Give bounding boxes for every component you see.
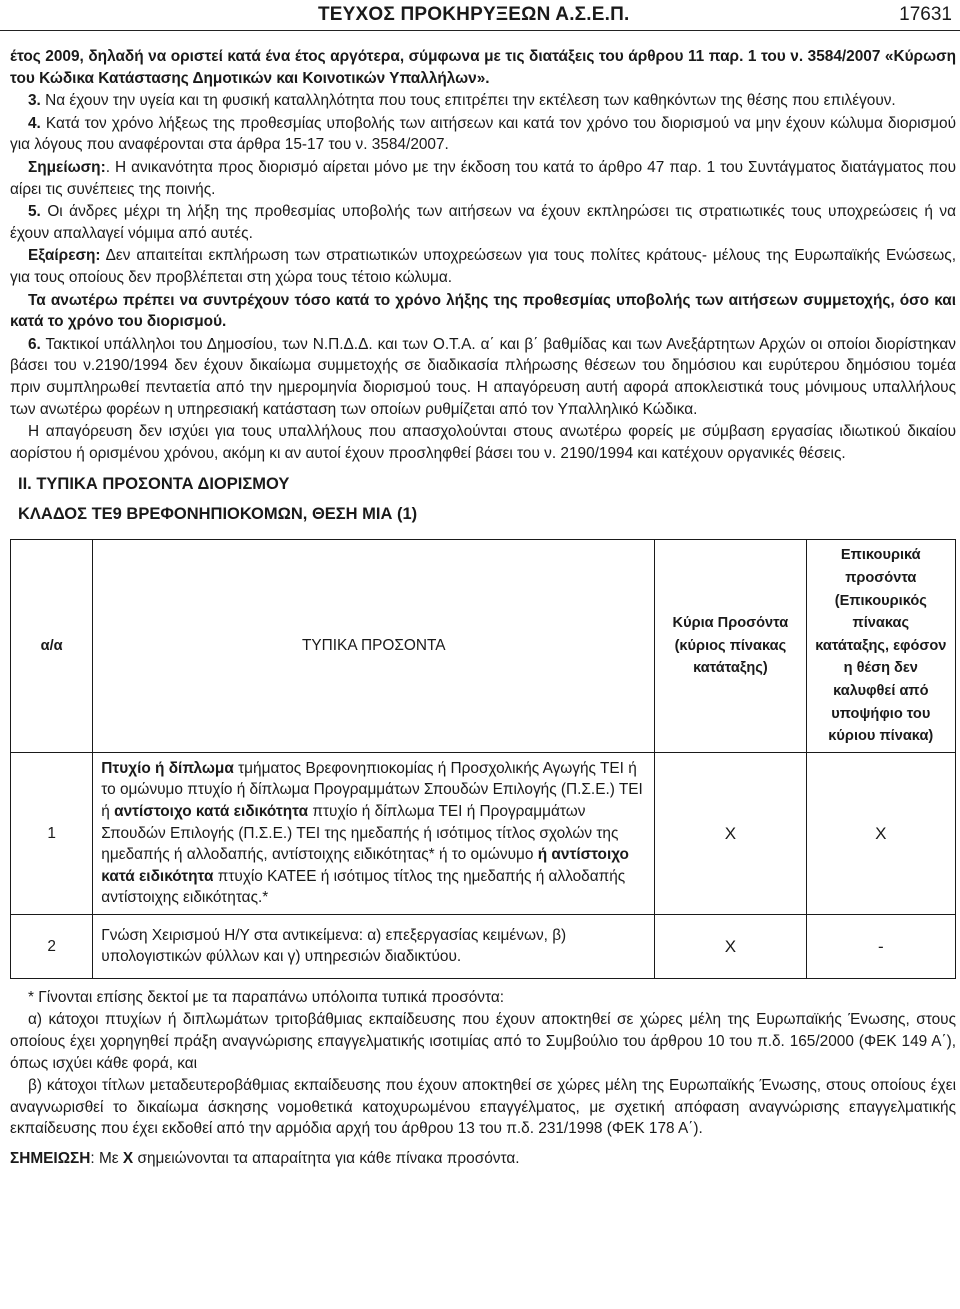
paragraph-3: 3. Να έχουν την υγεία και τη φυσική καταλληλότητα που τους επιτρέπει την εκτέλεση των καθηκόντων της θέσης που επιλέγουν. bbox=[28, 92, 896, 110]
paragraph-continuation: έτος 2009, δηλαδή να οριστεί κατά ένα έτος αργότερα, σύμφωνα με τις διατάξεις του άρθρου 11 παρ. 1 του ν. 3584/2007 «Κύρωση του Κώδικα Κατάστασης Δημοτικών και Κοινοτικών Υπαλλήλων». bbox=[10, 48, 956, 87]
row1-epikourika-mark: Χ bbox=[806, 752, 955, 914]
issue-title: ΤΕΥΧΟΣ ΠΡΟΚΗΡΥΞΕΩΝ Α.Σ.Ε.Π. bbox=[318, 4, 630, 25]
requirement-paragraph: Τα ανωτέρω πρέπει να συντρέχουν τόσο κατά το χρόνο λήξης της προθεσμίας υποβολής των αιτήσεων συμμετοχής, όσο και κατά το χρόνο του διορισμού. bbox=[10, 291, 956, 331]
header-main: ΤΥΠΙΚΑ ΠΡΟΣΟΝΤΑ bbox=[93, 540, 655, 752]
row2-aa: 2 bbox=[11, 914, 93, 978]
footnote-b: β) κάτοχοι τίτλων μεταδευτεροβάθμιας εκπαίδευσης που έχουν αποκτηθεί σε χώρες μέλη της Ευρωπαϊκής Ένωσης, στους οποίους έχει αναγνωρισθεί το δικαίωμα άσκησης νομοθετικά κατοχυρωμένου επαγγέλματος, με σχετική απόφαση αναγνώρισης επαγγελματικής εκπαίδευσης που έχει εκδοθεί από την αρμόδια αρχή του άρθρου 13 του π.δ. 231/1998 (ΦΕΚ 178 Α΄). bbox=[10, 1077, 956, 1138]
table-row bbox=[11, 914, 956, 978]
paragraph-7: Η απαγόρευση δεν ισχύει για τους υπαλλήλους που απασχολούνται στους ανωτέρω φορείς με σύμβαση εργασίας ιδιωτικού δικαίου αορίστου ή ορισμένου χρόνου, ακόμη κι αν αυτοί έχουν προσληφθεί βάσει του ν. 2190/1994 και κατέχουν οργανικές θέσεις. bbox=[10, 423, 956, 462]
table-row bbox=[11, 752, 956, 914]
footnote-a: α) κάτοχοι πτυχίων ή διπλωμάτων τριτοβάθμιας εκπαίδευσης που έχουν αποκτηθεί σε χώρες μέλη της Ευρωπαϊκής Ένωσης, στους οποίους έχει χορηγηθεί πράξη αναγνώρισης επαγγελματικής ισοτιμίας από το Συμβούλιο του άρθρου 10 του π.δ. 165/2000 (ΦΕΚ 149 Α΄), όπως ισχύει κάθε φορά, και bbox=[10, 1011, 956, 1072]
row1-kyria-mark: Χ bbox=[655, 752, 806, 914]
page-header bbox=[0, 0, 960, 34]
paragraph-4: 4. Κατά τον χρόνο λήξεως της προθεσμίας υποβολής των αιτήσεων και κατά τον χρόνο του διορισμού να μην έχουν κώλυμα διορισμού για λόγους που αναφέρονται στα άρθρα 15-17 του ν. 3584/2007. bbox=[10, 114, 956, 154]
section-heading: ΙΙ. ΤΥΠΙΚΑ ΠΡΟΣΟΝΤΑ ΔΙΟΡΙΣΜΟΥ bbox=[18, 475, 290, 494]
table-header-row bbox=[11, 540, 956, 752]
page-number: 17631 bbox=[899, 4, 952, 25]
row2-epikourika-mark: - bbox=[806, 914, 955, 978]
header-kyria: Κύρια Προσόντα (κύριος πίνακας κατάταξης) bbox=[655, 540, 806, 752]
footnotes bbox=[10, 987, 956, 1170]
header-aa: α/α bbox=[11, 540, 93, 752]
row2-qualification: Γνώση Χειρισμού Η/Υ στα αντικείμενα: α) επεξεργασίας κειμένων, β) υπολογιστικών φύλλων και γ) υπηρεσιών διαδικτύου. bbox=[93, 914, 655, 978]
paragraph-5: 5. Οι άνδρες μέχρι τη λήξη της προθεσμίας υποβολής των αιτήσεων να έχουν εκπληρώσει τις στρατιωτικές τους υποχρεώσεις ή να έχουν απαλλαγεί νόμιμα από αυτές. bbox=[10, 203, 956, 242]
row2-kyria-mark: Χ bbox=[655, 914, 806, 978]
note-paragraph: Σημείωση:. Η ανικανότητα προς διορισμό αίρεται μόνο με την έκδοση του κατά το άρθρο 47 παρ. 1 του Συντάγματος διατάγματος που αίρει τις συνέπειες της ποινής. bbox=[10, 158, 956, 198]
final-note: ΣΗΜΕΙΩΣΗ: Με Χ σημειώνονται τα απαραίτητα για κάθε πίνακα προσόντα. bbox=[10, 1149, 520, 1167]
paragraph-6: 6. Τακτικοί υπάλληλοι του Δημοσίου, των Ν.Π.Δ.Δ. και των Ο.Τ.Α. α΄ και β΄ βαθμίδας και των Ανεξάρτητων Αρχών οι οποίοι διορίστηκαν βάσει του ν.2190/1994 δεν έχουν δικαίωμα συμμετοχής σε διαδικασία πλήρωσης θέσεων του δημόσιου και ευρύτερου δημόσιου τομέα πριν συμπληρωθεί πενταετία από την ημερομηνία διορισμού τους. Η απαγόρευση αυτή αφορά αποκλειστικά τους μόνιμους υπαλλήλους των ανωτέρω φορέων η υπηρεσιακή κατάσταση των οποίων ρυθμίζεται από τον Υπαλληλικό Κώδικα. bbox=[10, 335, 956, 418]
header-epikourika: Επικουρικά προσόντα (Επικουρικός πίνακας κατάταξης, εφόσον η θέση δεν καλυφθεί από υποψήφιο του κύριου πίνακα) bbox=[806, 540, 955, 752]
qualifications-table bbox=[10, 539, 956, 978]
header-rule bbox=[0, 30, 960, 31]
section-subheading: ΚΛΑΔΟΣ ΤΕ9 ΒΡΕΦΟΝΗΠΙΟΚΟΜΩΝ, ΘΕΣΗ ΜΙΑ (1) bbox=[18, 504, 418, 523]
footnote-star: * Γίνονται επίσης δεκτοί με τα παραπάνω υπόλοιπα τυπικά προσόντα: bbox=[28, 988, 504, 1006]
document-body bbox=[10, 46, 956, 1171]
row1-qualification: Πτυχίο ή δίπλωμα τμήματος Βρεφονηπιοκομίας ή Προσχολικής Αγωγής ΤΕΙ ή το ομώνυμο πτυχίο ή δίπλωμα Προγραμμάτων Σπουδών Επιλογής (Π.Σ.Ε.) ΤΕΙ ή αντίστοιχο κατά ειδικότητα πτυχίο ή δίπλωμα ΤΕΙ ή Προγραμμάτων Σπουδών Επιλογής (Π.Σ.Ε.) ΤΕΙ της ημεδαπής ή ισότιμος τίτλος σχολών της ημεδαπής ή αλλοδαπής, αντίστοιχης ειδικότητας* ή το ομώνυμο ή αντίστοιχο κατά ειδικότητα πτυχίο ΚΑΤΕΕ ή ισότιμος τίτλος της ημεδαπής ή αλλοδαπής αντίστοιχης ειδικότητας.* bbox=[93, 752, 655, 914]
exception-paragraph: Εξαίρεση: Δεν απαιτείται εκπλήρωση των στρατιωτικών υποχρεώσεων για τους πολίτες κράτους- μέλους της Ευρωπαϊκής Ενώσεως, για τους οποίους δεν προβλέπεται στη χώρα τους τέτοιο κώλυμα. bbox=[10, 247, 956, 286]
row1-aa: 1 bbox=[11, 752, 93, 914]
